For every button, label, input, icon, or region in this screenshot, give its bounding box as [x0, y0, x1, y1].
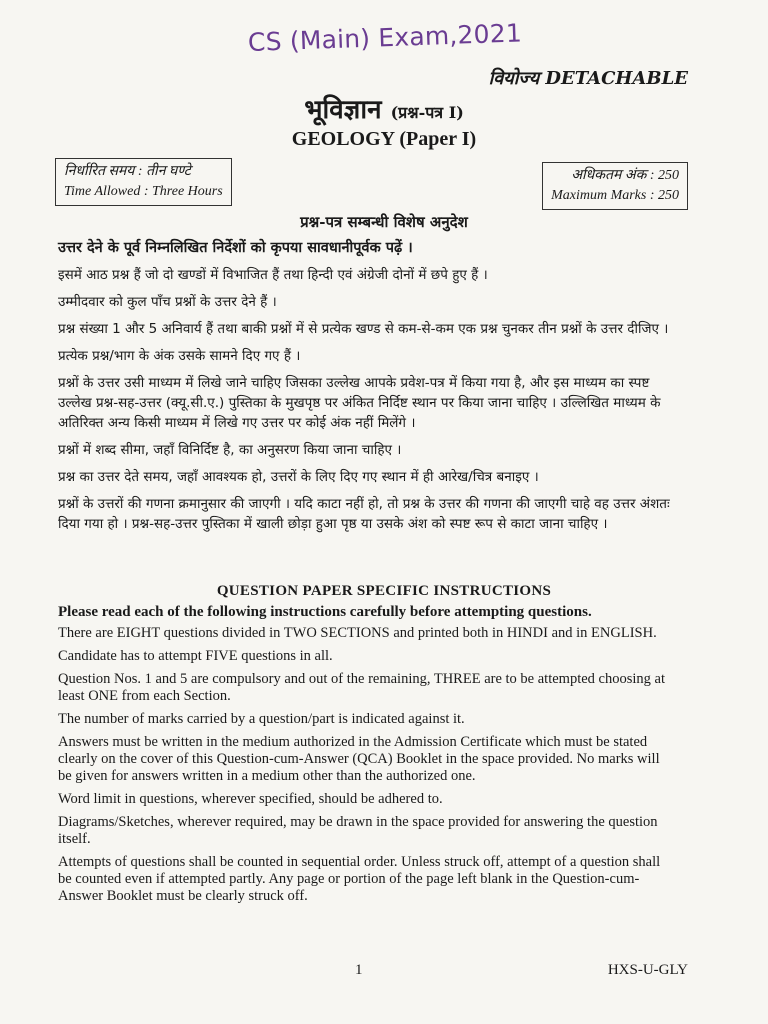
english-instruction-item: Candidate has to attempt FIVE questions in all. — [58, 648, 333, 664]
hindi-instruction-item: प्रश्नों में शब्द सीमा, जहाँ विनिर्दिष्ट है, का अनुसरण किया जाना चाहिए । — [58, 442, 402, 458]
hindi-instruction-item: उम्मीदवार को कुल पाँच प्रश्नों के उत्तर देने हैं । — [58, 294, 277, 310]
english-instructions-lead: Please read each of the following instructions carefully before attempting questions. — [58, 604, 592, 620]
english-instructions-heading: QUESTION PAPER SPECIFIC INSTRUCTIONS — [216, 583, 552, 599]
english-instruction-item: Word limit in questions, wherever specified, should be adhered to. — [58, 791, 443, 807]
hindi-instructions — [58, 238, 683, 541]
subject-title-english: GEOLOGY (Paper I) — [291, 128, 477, 150]
paper-hindi: (प्रश्न-पत्र I) — [390, 103, 464, 122]
english-instruction-item: Diagrams/Sketches, wherever required, may be drawn in the space provided for answering the question itself. — [58, 814, 658, 847]
time-allowed-english: Time Allowed : Three Hours — [64, 184, 223, 199]
hindi-instructions-lead: उत्तर देने के पूर्व निम्नलिखित निर्देशों को कृपया सावधानीपूर्वक पढ़ें । — [58, 240, 413, 256]
hindi-instruction-item: प्रश्न संख्या 1 और 5 अनिवार्य हैं तथा बाकी प्रश्नों में से प्रत्येक खण्ड से कम-से-कम एक प्रश्न चुनकर तीन प्रश्नों के उत्तर दीजिए । — [58, 321, 669, 337]
english-instruction-item: Answers must be written in the medium authorized in the Admission Certificate which must be stated clearly on the cover of this Question-cum-Answer (QCA) Booklet in the space provided. No marks will be given for answers written in a medium other than the authorized one. — [58, 734, 660, 784]
page-number: 1 — [355, 962, 363, 978]
english-instruction-item: Attempts of questions shall be counted in sequential order. Unless struck off, attempt of a question shall be counted even if attempted partly. Any page or portion of the page left blank in the Question-cum-Answer Booklet must be clearly struck off. — [58, 854, 661, 904]
hindi-instruction-item: इसमें आठ प्रश्न हैं जो दो खण्डों में विभाजित हैं तथा हिन्दी एवं अंग्रेजी दोनों में छपे हुए हैं । — [58, 267, 488, 283]
maximum-marks-box — [542, 162, 688, 210]
hindi-instruction-item: प्रश्नों के उत्तर उसी माध्यम में लिखे जाने चाहिए जिसका उल्लेख आपके प्रवेश-पत्र में किया गया है, और इस माध्यम का स्पष्ट उल्लेख प्रश्न-सह-उत्तर (क्यू.सी.ए.) पुस्तिका के मुखपृष्ठ पर अंकित निर्दिष्ट स्थान पर किया जाना चाहिए । उल्लिखित माध्यम के अतिरिक्त अन्य किसी माध्यम में लिखे गए उत्तर पर कोई अंक नहीं मिलेंगे । — [58, 375, 661, 431]
detachable-label: वियोज्य DETACHABLE — [488, 68, 688, 89]
time-allowed-hindi: निर्धारित समय : तीन घण्टे — [64, 164, 191, 179]
english-instructions — [58, 604, 670, 911]
handwritten-exam-note: CS (Main) Exam,2021 — [247, 18, 523, 57]
paper-code: HXS-U-GLY — [607, 962, 688, 978]
hindi-instruction-item: प्रश्न का उत्तर देते समय, जहाँ आवश्यक हो, उत्तरों के लिए दिए गए स्थान में ही आरेख/चित्र बनाइए । — [58, 469, 539, 485]
subject-title-hindi — [0, 90, 768, 126]
hindi-instruction-item: प्रश्नों के उत्तरों की गणना क्रमानुसार की जाएगी । यदि काटा नहीं हो, तो प्रश्न के उत्तर की गणना की जाएगी चाहे वह उत्तर अंशतः दिया गया हो । प्रश्न-सह-उत्तर पुस्तिका में खाली छोड़ा हुआ पृष्ठ या उसके अंश को स्पष्ट रूप से काटा जाना चाहिए । — [58, 496, 670, 532]
maximum-marks-english: Maximum Marks : 250 — [551, 188, 679, 203]
english-instruction-item: Question Nos. 1 and 5 are compulsory and out of the remaining, THREE are to be attempted choosing at least ONE from each Section. — [58, 671, 665, 704]
time-allowed-box — [55, 158, 232, 206]
hindi-instruction-item: प्रत्येक प्रश्न/भाग के अंक उसके सामने दिए गए हैं । — [58, 348, 301, 364]
english-instruction-item: There are EIGHT questions divided in TWO SECTIONS and printed both in HINDI and in ENGLISH. — [58, 625, 657, 641]
maximum-marks-hindi: अधिकतम अंक : 250 — [571, 168, 679, 183]
subject-hindi: भूविज्ञान — [304, 95, 382, 125]
english-instruction-item: The number of marks carried by a question/part is indicated against it. — [58, 711, 465, 727]
hindi-instructions-heading: प्रश्न-पत्र सम्बन्धी विशेष अनुदेश — [300, 213, 468, 231]
